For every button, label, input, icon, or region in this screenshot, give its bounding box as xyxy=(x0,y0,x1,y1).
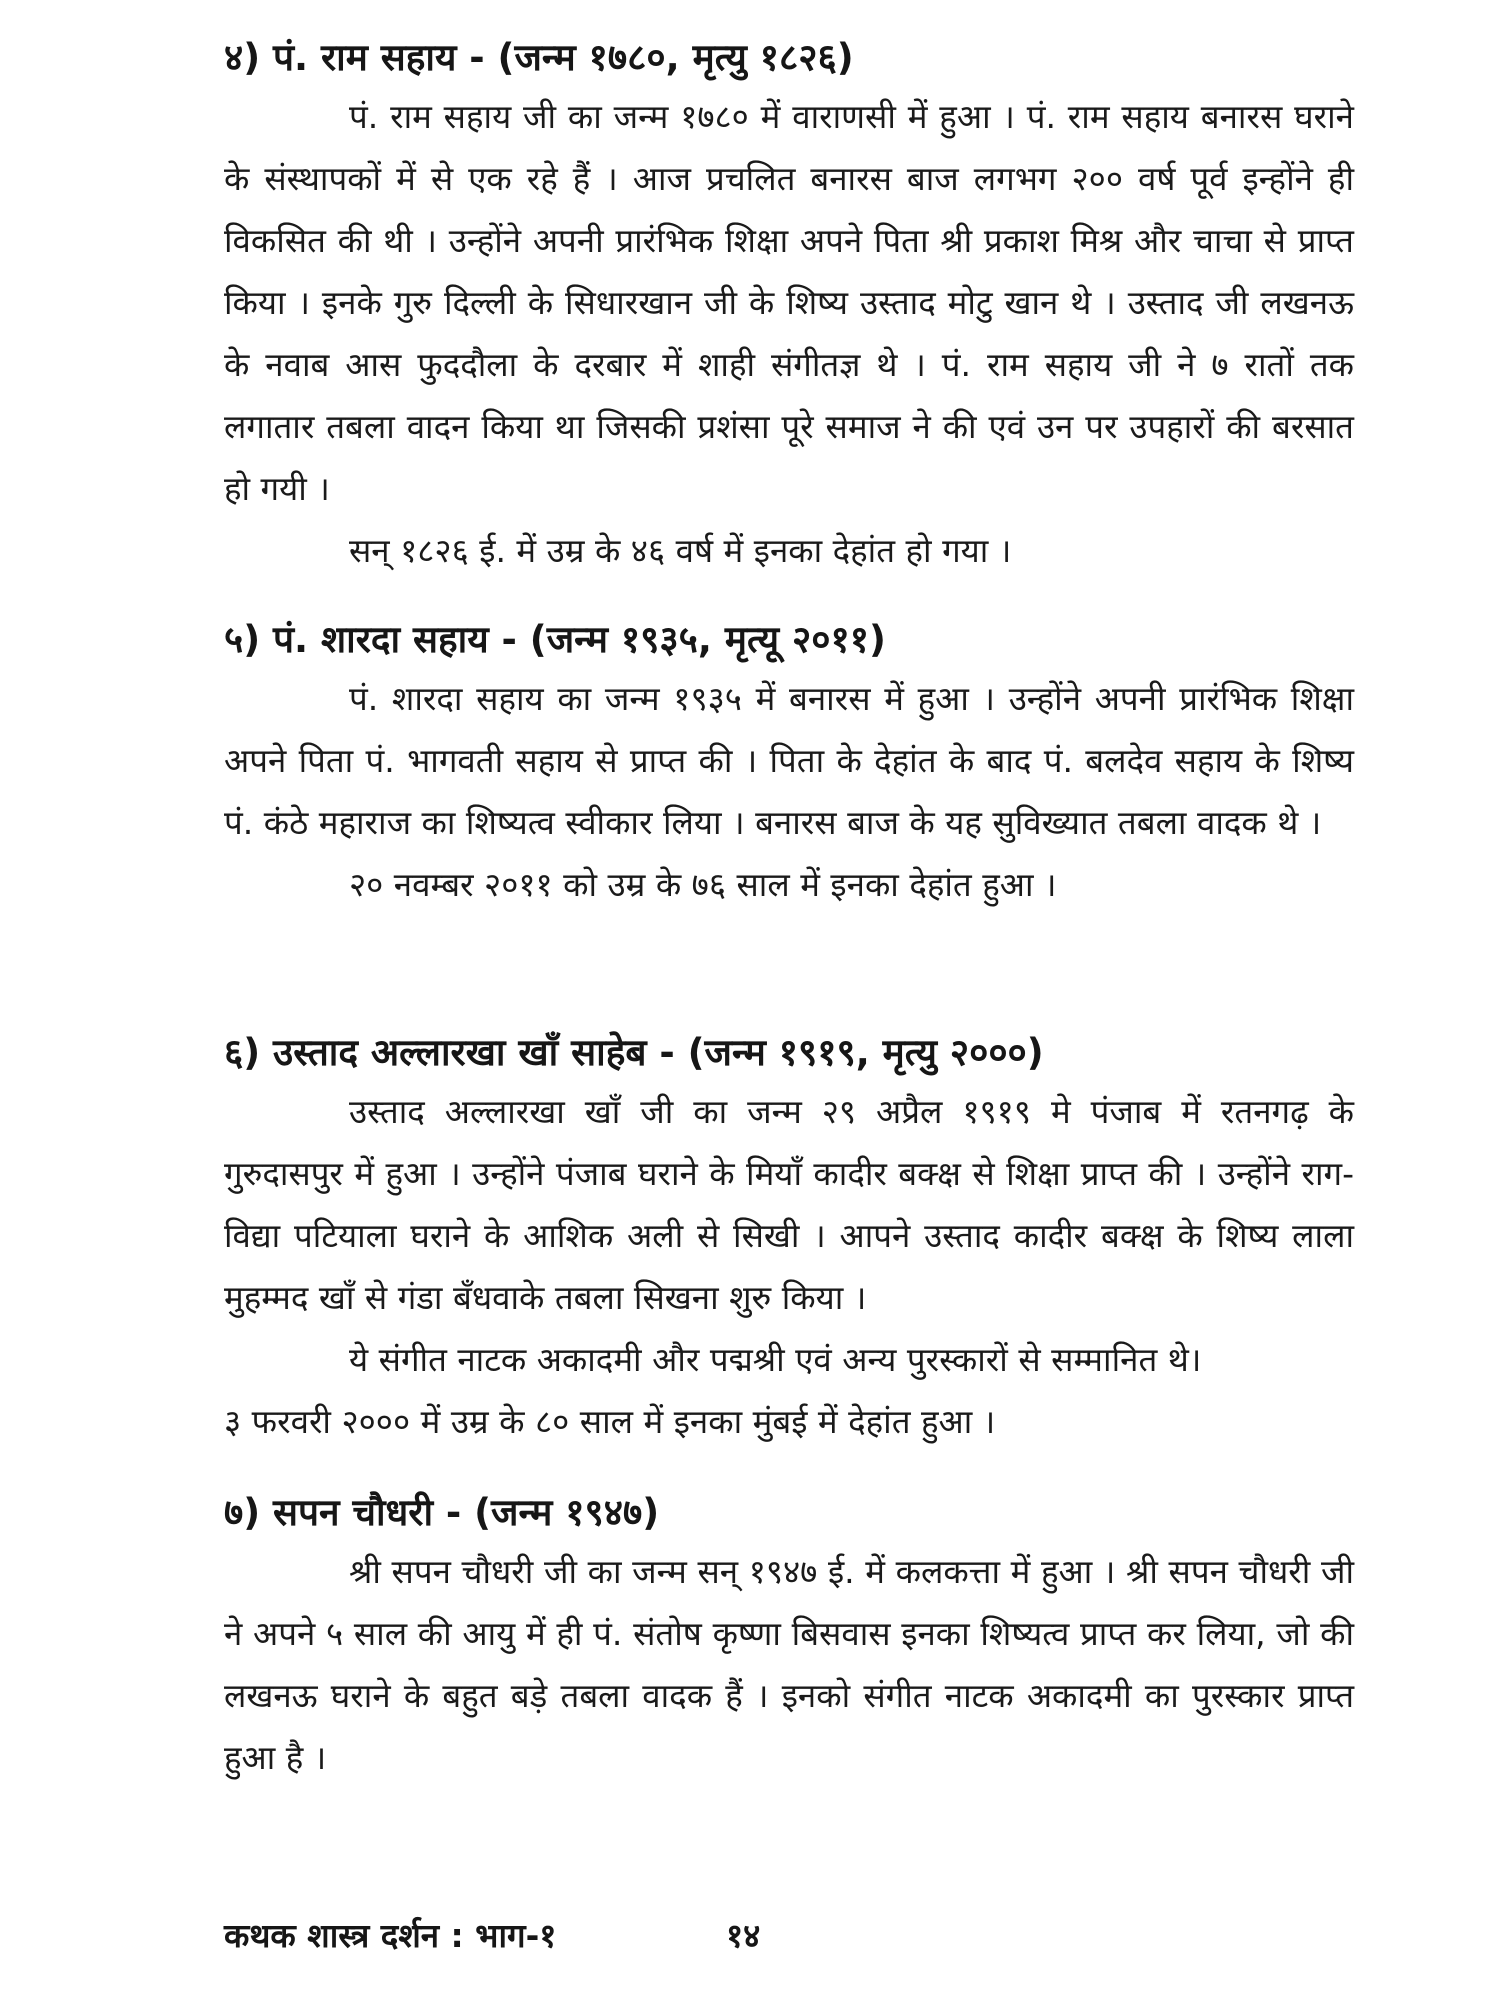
biography-section-allarakha-khan xyxy=(224,1025,1354,1453)
biography-section-sharda-sahay xyxy=(224,612,1354,916)
paragraph: ये संगीत नाटक अकादमी और पद्मश्री एवं अन्य पुरस्कारों से सम्मानित थे। xyxy=(349,1340,1202,1379)
paragraph: पं. शारदा सहाय का जन्म १९३५ में बनारस में हुआ । उन्होंने अपनी प्रारंभिक शिक्षा अपने पिता पं. भागवती सहाय से प्राप्त की । पिता के देहांत के बाद पं. बलदेव सहाय के शिष्य पं. कंठे महाराज का शिष्यत्व स्वीकार लिया । बनारस बाज के यह सुविख्यात तबला वादक थे । xyxy=(224,679,1354,842)
page-footer xyxy=(224,1908,1324,1968)
biography-section-sapan-chaudhary xyxy=(224,1485,1354,1789)
section-heading: ४) पं. राम सहाय - (जन्म १७८०, मृत्यु १८२६) xyxy=(224,36,854,79)
paragraph: २० नवम्बर २०११ को उम्र के ७६ साल में इनका देहांत हुआ । xyxy=(349,865,1057,904)
section-heading: ७) सपन चौधरी - (जन्म १९४७) xyxy=(224,1491,660,1534)
section-heading: ६) उस्ताद अल्लारखा खाँ साहेब - (जन्म १९१९, मृत्यु २०००) xyxy=(224,1031,1044,1074)
paragraph: ३ फरवरी २००० में उम्र के ८० साल में इनका मुंबई में देहांत हुआ । xyxy=(224,1402,996,1441)
paragraph: श्री सपन चौधरी जी का जन्म सन् १९४७ ई. में कलकत्ता में हुआ । श्री सपन चौधरी जी ने अपने ५ साल की आयु में ही पं. संतोष कृष्णा बिसवास इनका शिष्यत्व प्राप्त कर लिया, जो की लखनऊ घराने के बहुत बड़े तबला वादक हैं । इनको संगीत नाटक अकादमी का पुरस्कार प्राप्त हुआ है । xyxy=(224,1552,1354,1777)
section-heading: ५) पं. शारदा सहाय - (जन्म १९३५, मृत्यू २०११) xyxy=(224,618,886,661)
paragraph: सन् १८२६ ई. में उम्र के ४६ वर्ष में इनका देहांत हो गया । xyxy=(349,531,1012,570)
book-title: कथक शास्त्र दर्शन : भाग-१ xyxy=(224,1916,557,1955)
paragraph: पं. राम सहाय जी का जन्म १७८० में वाराणसी में हुआ । पं. राम सहाय बनारस घराने के संस्थापकों में से एक रहे हैं । आज प्रचलित बनारस बाज लगभग २०० वर्ष पूर्व इन्होंने ही विकसित की थी । उन्होंने अपनी प्रारंभिक शिक्षा अपने पिता श्री प्रकाश मिश्र और चाचा से प्राप्त किया । इनके गुरु दिल्ली के सिधारखान जी के शिष्य उस्ताद मोटु खान थे । उस्ताद जी लखनऊ के नवाब आस फुददौला के दरबार में शाही संगीतज्ञ थे । पं. राम सहाय जी ने ७ रातों तक लगातार तबला वादन किया था जिसकी प्रशंसा पूरे समाज ने की एवं उन पर उपहारों की बरसात हो गयी । xyxy=(224,97,1354,508)
paragraph: उस्ताद अल्लारखा खाँ जी का जन्म २९ अप्रैल १९१९ मे पंजाब में रतनगढ़ के गुरुदासपुर में हुआ । उन्होंने पंजाब घराने के मियाँ कादीर बक्क्ष से शिक्षा प्राप्त की । उन्होंने राग-विद्या पटियाला घराने के आशिक अली से सिखी । आपने उस्ताद कादीर बक्क्ष के शिष्य लाला मुहम्मद खाँ से गंडा बँधवाके तबला सिखना शुरु किया । xyxy=(224,1092,1354,1317)
page-number: १४ xyxy=(726,1916,761,1955)
biography-section-ram-sahay xyxy=(224,30,1354,582)
